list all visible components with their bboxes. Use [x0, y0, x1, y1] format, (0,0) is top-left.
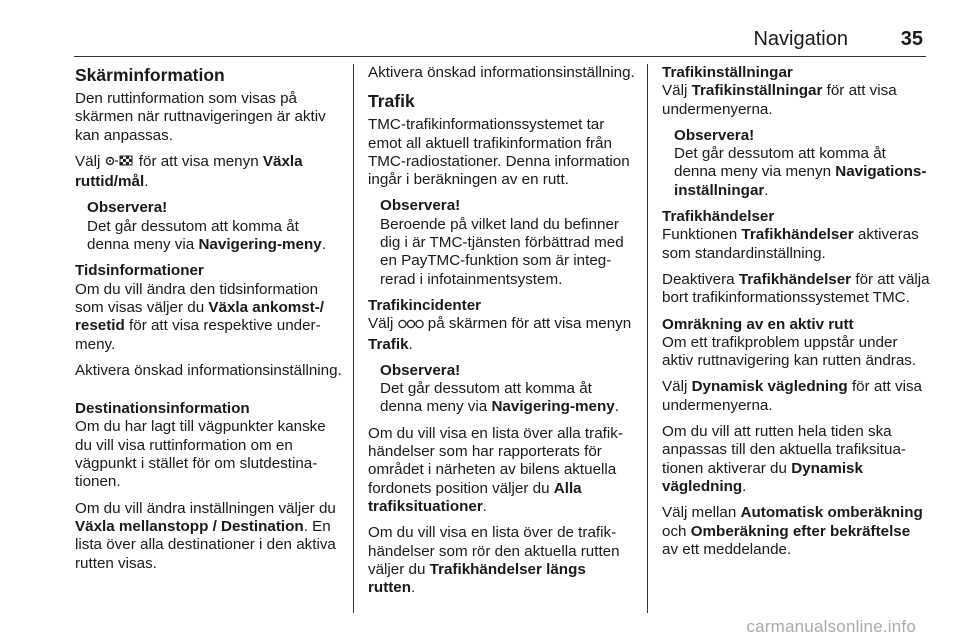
section-title: Navigation: [753, 28, 848, 50]
menu-instruction: Välj för att visa menyn Växla ruttid/mål.: [75, 152, 303, 191]
incident-paragraph: Välj på skärmen för att visa menyn Trafik.: [368, 315, 632, 353]
adapt-paragraph: Om du vill att rutten hela tiden ska anpassas till den aktuella trafiksituationen aktiverar du Dynamisk vägledning.: [662, 423, 906, 495]
time-paragraph: Om du vill ändra den tidsinformation som visas väljer du Växla ankomst-/ resetid för att visa respektive undermeny.: [75, 280, 325, 353]
note-box: Observera! Det går dessutom att komma åt denna meny via menyn Navigationsinställningar.: [674, 126, 927, 199]
heading-omrakning: Omräkning av en aktiv rutt: [662, 315, 854, 333]
settings-paragraph: Välj Trafikinställningar för att visa undermenyerna.: [662, 82, 897, 118]
heading-skarminformation: Skärminformation: [75, 65, 225, 85]
time-paragraph-2: Aktivera önskad informationsinställning.: [75, 361, 342, 379]
heading-tidsinformationer: Tidsinformationer: [75, 262, 204, 280]
traffic-dots-icon: [398, 317, 424, 335]
dest-paragraph: Om du har lagt till vägpunkter kanske du vill visa ruttinformation om en vägpunkt i stället för om slutdestinationen.: [75, 418, 326, 491]
heading-destinationsinformation: Destinationsinformation: [75, 400, 250, 418]
events-paragraph: Funktionen Trafikhändelser aktiveras som standardinställning.: [662, 226, 919, 262]
column-3: [662, 64, 930, 567]
intro-paragraph: Den ruttinformation som visas på skärmen när ruttnavigeringen är aktiv kan anpassas.: [75, 90, 326, 144]
dest-paragraph-2: Om du vill ändra inställningen väljer du Växla mellanstopp / Destination. En lista över alla destinationer i den aktiva rutten visas.: [75, 499, 336, 572]
note-box: Observera! Det går dessutom att komma åt denna meny via Navigering-meny.: [380, 361, 619, 416]
page-header: [0, 28, 960, 54]
header-rule: [74, 56, 926, 57]
note-box: Observera! Det går dessutom att komma åt denna meny via Navigering-meny.: [87, 199, 326, 254]
route-time-flag-icon: [105, 154, 135, 173]
column-divider-2: [647, 64, 648, 613]
heading-trafikinstallningar: Trafikinställningar: [662, 64, 793, 81]
heading-trafik: Trafik: [368, 91, 415, 112]
page-number: 35: [900, 28, 923, 50]
column-1: [75, 64, 345, 581]
activate-paragraph: Aktivera önskad informationsinställning.: [368, 64, 635, 81]
watermark-link[interactable]: carmanualsonline.info: [746, 617, 916, 636]
tmc-paragraph: TMC-trafikinformationssystemet tar emot all aktuell trafikinformation från TMC-radiostationer. Denna information ingår i beräkningen av en rutt.: [368, 116, 630, 189]
column-divider-1: [353, 64, 354, 613]
choose-paragraph: Välj mellan Automatisk omberäkning och Omberäkning efter bekräftelse av ett meddelande.: [662, 504, 923, 558]
column-2: [368, 64, 636, 605]
dynamic-paragraph: Välj Dynamisk vägledning för att visa undermenyerna.: [662, 378, 922, 414]
route-paragraph: Om du vill visa en lista över de trafikhändelser som rör den aktuella rutten väljer du Trafikhändelser längs rutten.: [368, 524, 620, 597]
recalc-paragraph: Om ett trafikproblem uppstår under aktiv ruttnavigering kan rutten ändras.: [662, 333, 917, 370]
note-box: Observera! Beroende på vilket land du befinner dig i är TMC-tjänsten förbättrad med en PayTMC-funktion som är integrerad i infotainmentsystem.: [380, 197, 624, 288]
heading-trafikhandelser: Trafikhändelser: [662, 208, 775, 226]
heading-trafikincidenter: Trafikincidenter: [368, 296, 482, 314]
events-paragraph-2: Deaktivera Trafikhändelser för att välja bort trafikinformationssystemet TMC.: [662, 270, 930, 307]
area-paragraph: Om du vill visa en lista över alla trafikhändelser som har rapporterats för området i närheten av bilens aktuella fordonets position väljer du Alla trafiksituationer.: [368, 424, 623, 515]
